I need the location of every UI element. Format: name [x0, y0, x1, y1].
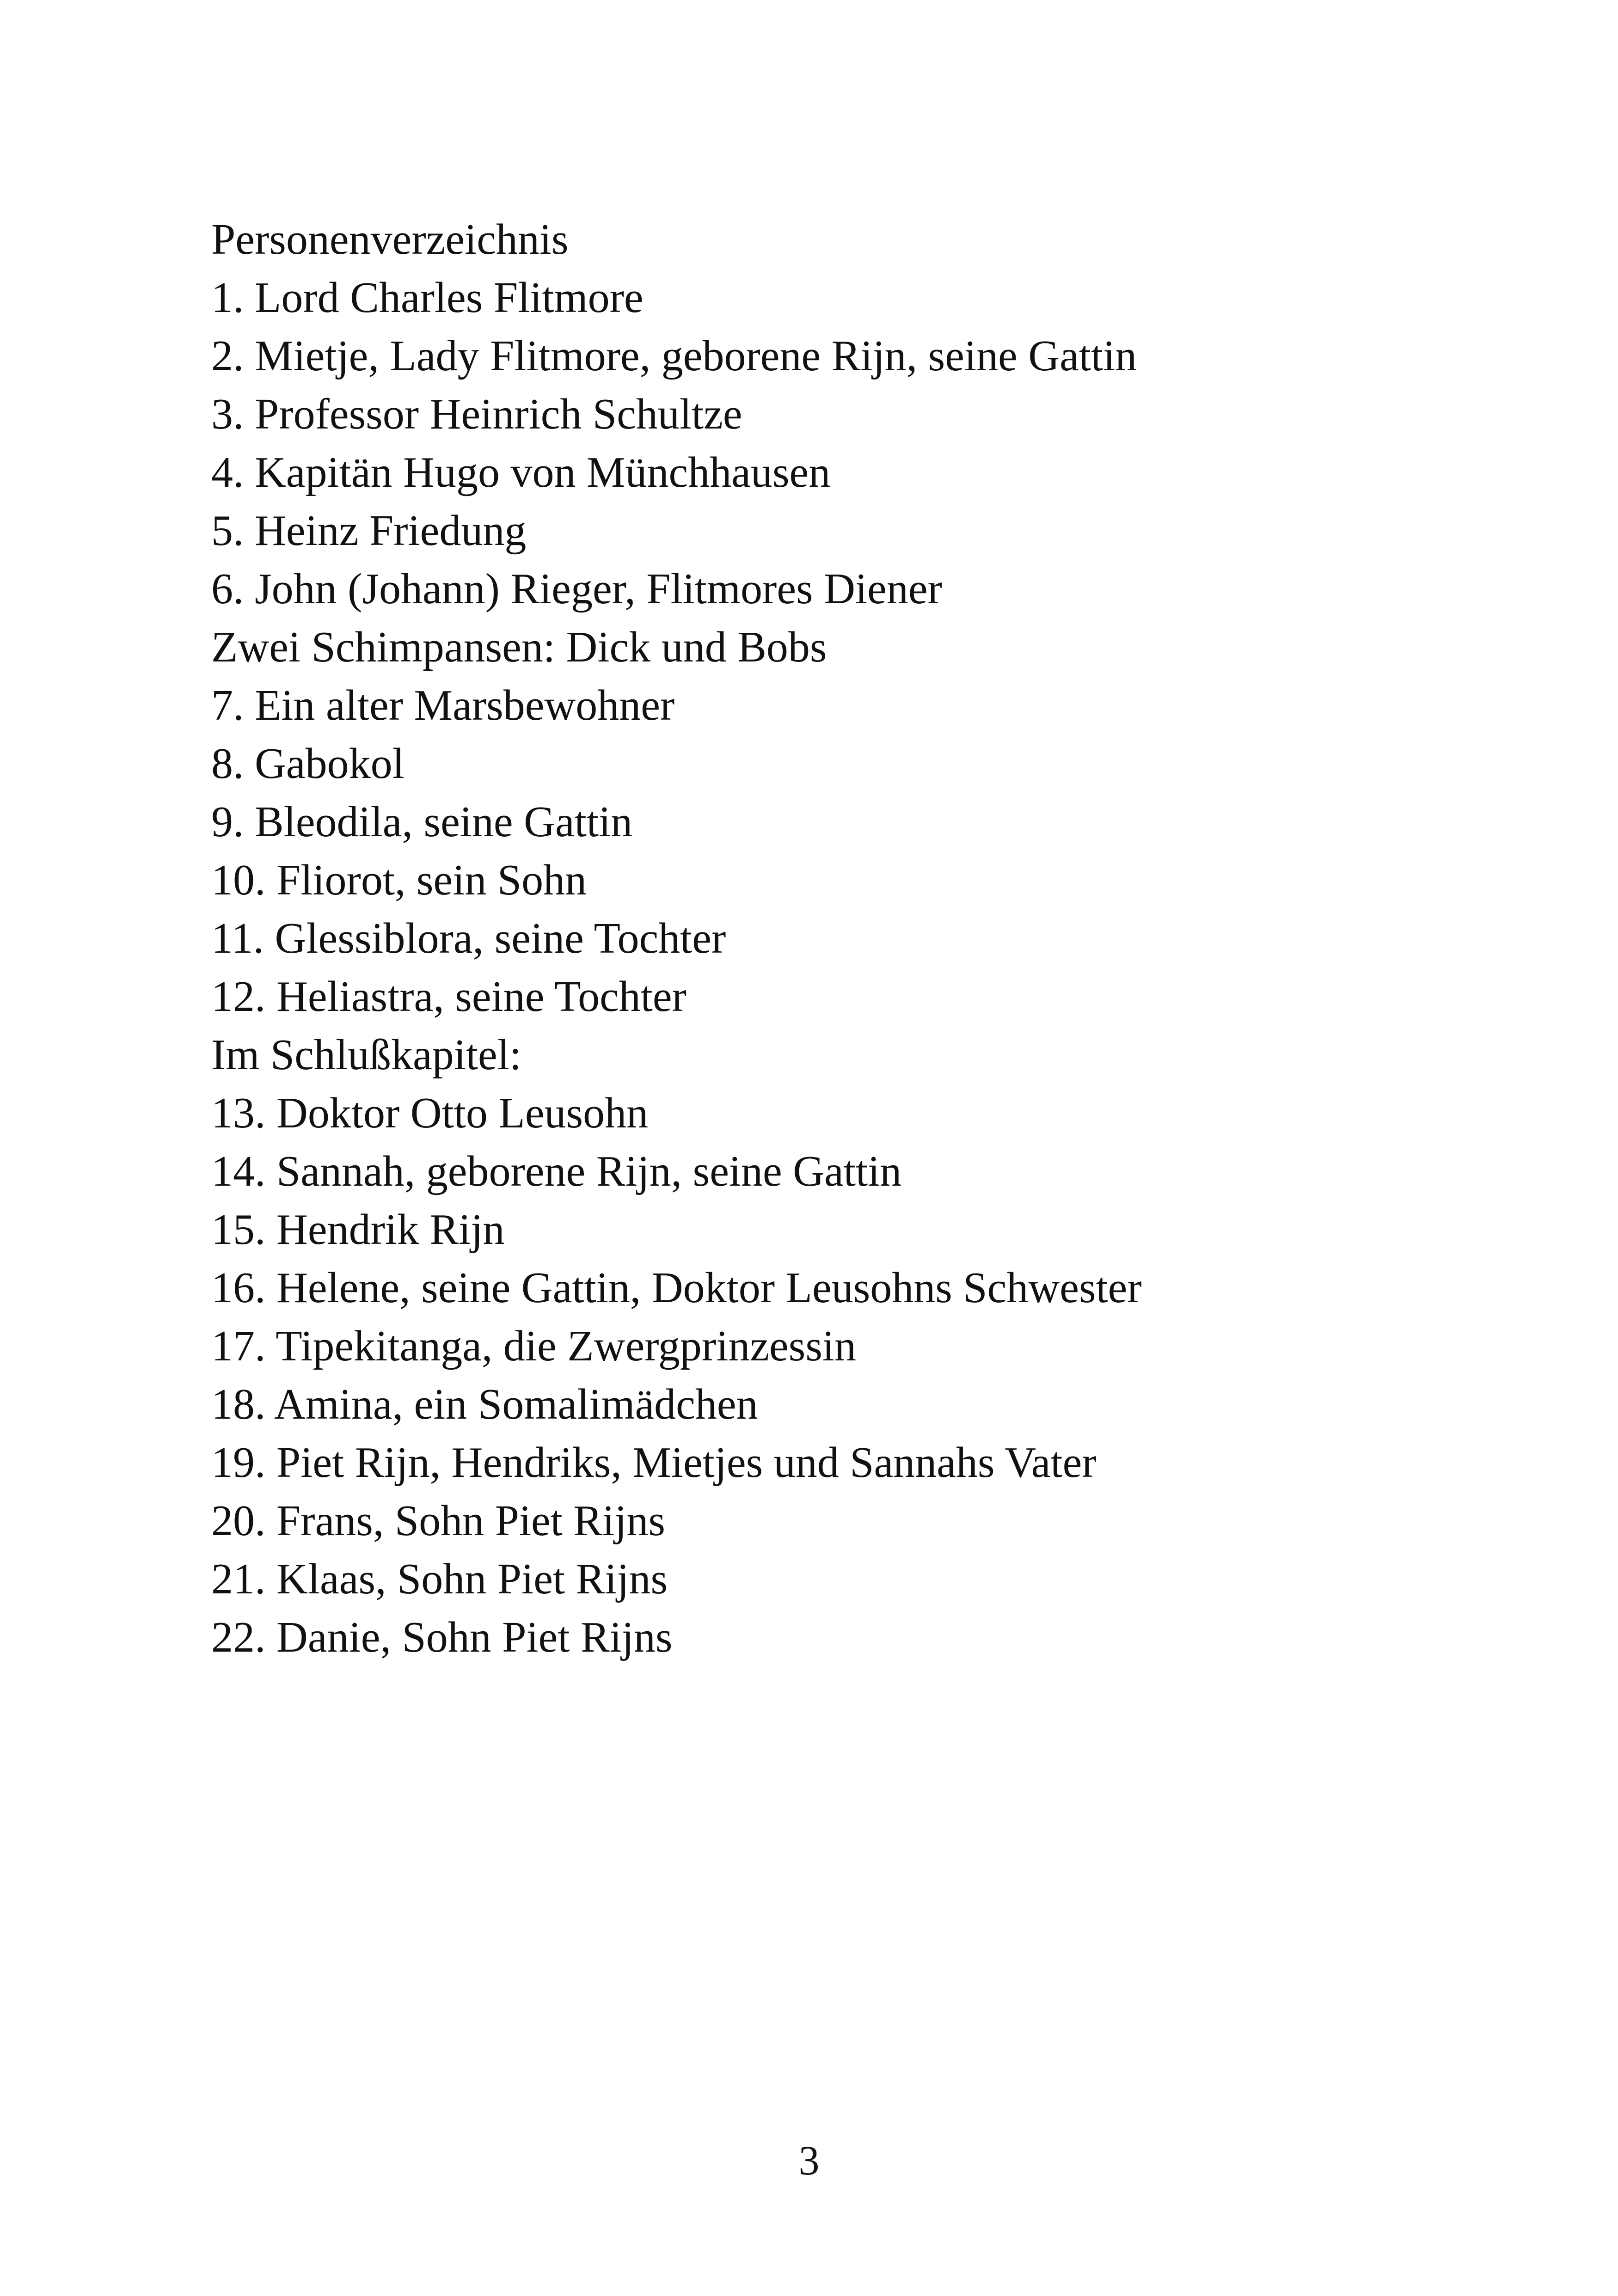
list-item: 9. Bleodila, seine Gattin — [211, 798, 633, 846]
list-item: 22. Danie, Sohn Piet Rijns — [211, 1613, 673, 1661]
list-item: Im Schlußkapitel: — [211, 1031, 521, 1079]
list-item: 18. Amina, ein Somalimädchen — [211, 1380, 758, 1428]
list-item: 6. John (Johann) Rieger, Flitmores Diener — [211, 565, 942, 613]
list-item: 5. Heinz Friedung — [211, 507, 527, 555]
list-item: 3. Professor Heinrich Schultze — [211, 390, 742, 438]
list-item: 2. Mietje, Lady Flitmore, geborene Rijn, seine Gattin — [211, 332, 1137, 380]
list-item: Zwei Schimpansen: Dick und Bobs — [211, 623, 827, 671]
list-item: 7. Ein alter Marsbewohner — [211, 681, 675, 729]
list-item: 12. Heliastra, seine Tochter — [211, 973, 686, 1021]
list-item: 21. Klaas, Sohn Piet Rijns — [211, 1555, 668, 1603]
list-item: 10. Fliorot, sein Sohn — [211, 856, 587, 904]
list-item: 19. Piet Rijn, Hendriks, Mietjes und Sannahs Vater — [211, 1439, 1097, 1487]
list-item: 1. Lord Charles Flitmore — [211, 274, 644, 322]
list-item: 14. Sannah, geborene Rijn, seine Gattin — [211, 1147, 902, 1195]
list-item: 16. Helene, seine Gattin, Doktor Leusohns Schwester — [211, 1264, 1142, 1312]
list-item: 4. Kapitän Hugo von Münchhausen — [211, 448, 831, 496]
list-item: 15. Hendrik Rijn — [211, 1206, 505, 1254]
page-number: 3 — [798, 2138, 820, 2184]
character-list — [211, 210, 1459, 1666]
list-item: 20. Frans, Sohn Piet Rijns — [211, 1497, 665, 1545]
list-item: 13. Doktor Otto Leusohn — [211, 1089, 649, 1137]
list-item: 8. Gabokol — [211, 740, 404, 788]
list-item: 11. Glessiblora, seine Tochter — [211, 914, 726, 962]
list-item: 17. Tipekitanga, die Zwergprinzessin — [211, 1322, 857, 1370]
list-heading: Personenverzeichnis — [211, 215, 569, 263]
